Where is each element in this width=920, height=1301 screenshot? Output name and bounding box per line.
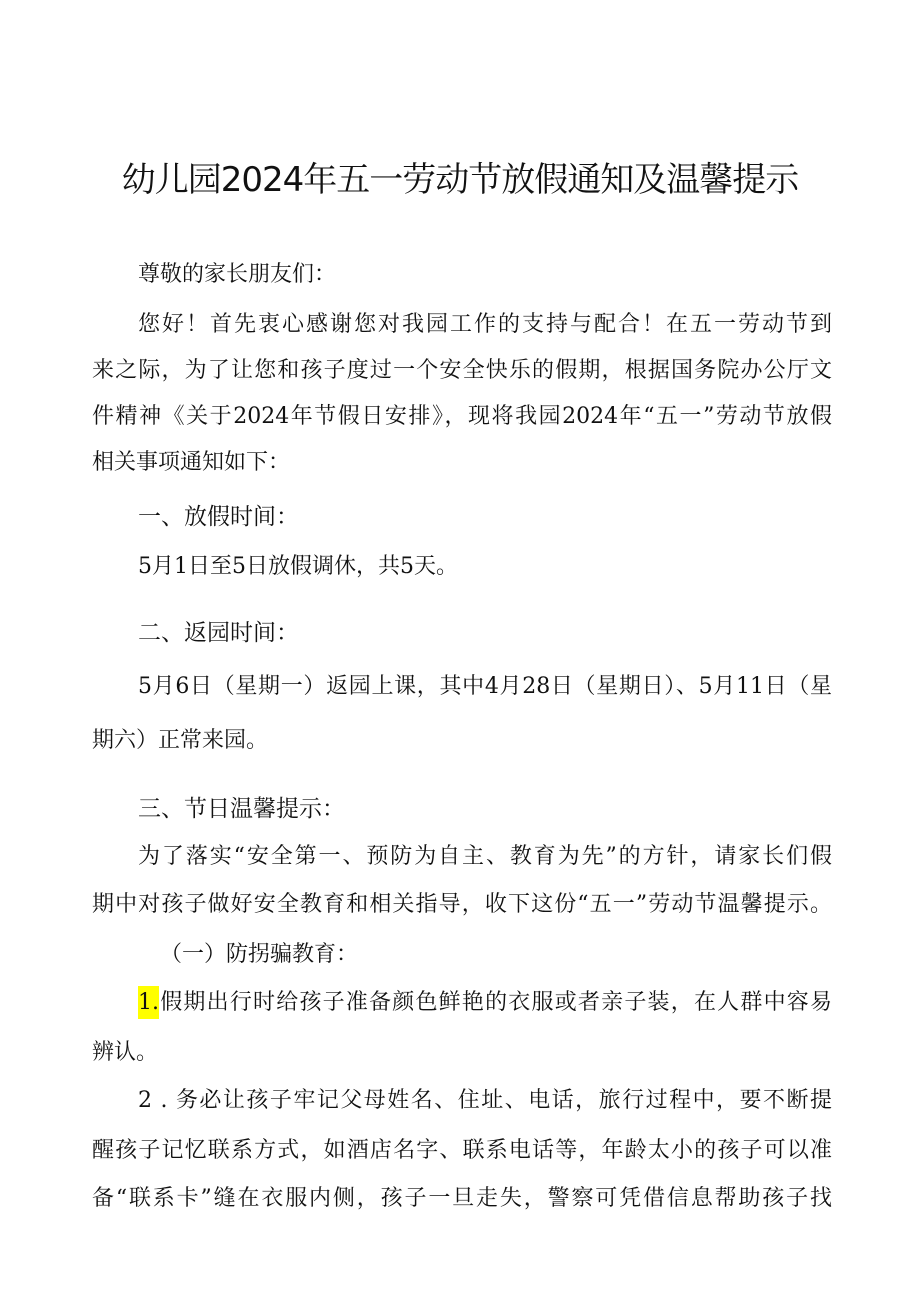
intro-line-3: 件精神《关于2024年节假日安排》，现将我园2024年“五一”劳动节放假: [92, 404, 832, 429]
section1-line-1: 5月1日至5日放假调休，共5天。: [138, 554, 458, 579]
item2-line-1: 2 . 务必让孩子牢记父母姓名、住址、电话，旅行过程中，要不断提: [138, 1088, 832, 1113]
sub1-heading: （一）防拐骗教育：: [160, 942, 359, 967]
item1-text: 假期出行时给孩子准备颜色鲜艳的衣服或者亲子装，在人群中容易: [159, 990, 832, 1015]
item2-line-2: 醒孩子记忆联系方式，如酒店名字、联系电话等，年龄太小的孩子可以准: [92, 1138, 832, 1163]
intro-line-2: 来之际，为了让您和孩子度过一个安全快乐的假期，根据国务院办公厅文: [92, 358, 832, 383]
intro-line-4: 相关事项通知如下：: [92, 450, 291, 475]
item1-marker: 1.: [138, 986, 159, 1019]
item2-line-3: 备“联系卡”缝在衣服内侧，孩子一旦走失，警察可凭借信息帮助孩子找: [92, 1186, 832, 1211]
document-title: 幼儿园2024年五一劳动节放假通知及温馨提示: [121, 160, 799, 200]
intro-line-1: 您好！首先衷心感谢您对我园工作的支持与配合！在五一劳动节到: [138, 312, 832, 337]
section2-heading: 二、返园时间：: [138, 620, 299, 646]
section2-line-1: 5月6日（星期一）返园上课，其中4月28日（星期日）、5月11日（星: [138, 674, 832, 699]
section2-line-2: 期六）正常来园。: [92, 728, 269, 753]
section1-heading: 一、放假时间：: [138, 504, 299, 530]
greeting: 尊敬的家长朋友们：: [138, 262, 337, 287]
section3-line-1: 为了落实“安全第一、预防为自主、教育为先”的方针，请家长们假: [138, 844, 832, 869]
item1-line-2: 辨认。: [92, 1040, 159, 1065]
item1-line-1: [138, 985, 832, 1021]
section3-line-2: 期中对孩子做好安全教育和相关指导，收下这份“五一”劳动节温馨提示。: [92, 892, 832, 917]
section3-heading: 三、节日温馨提示：: [138, 796, 345, 822]
